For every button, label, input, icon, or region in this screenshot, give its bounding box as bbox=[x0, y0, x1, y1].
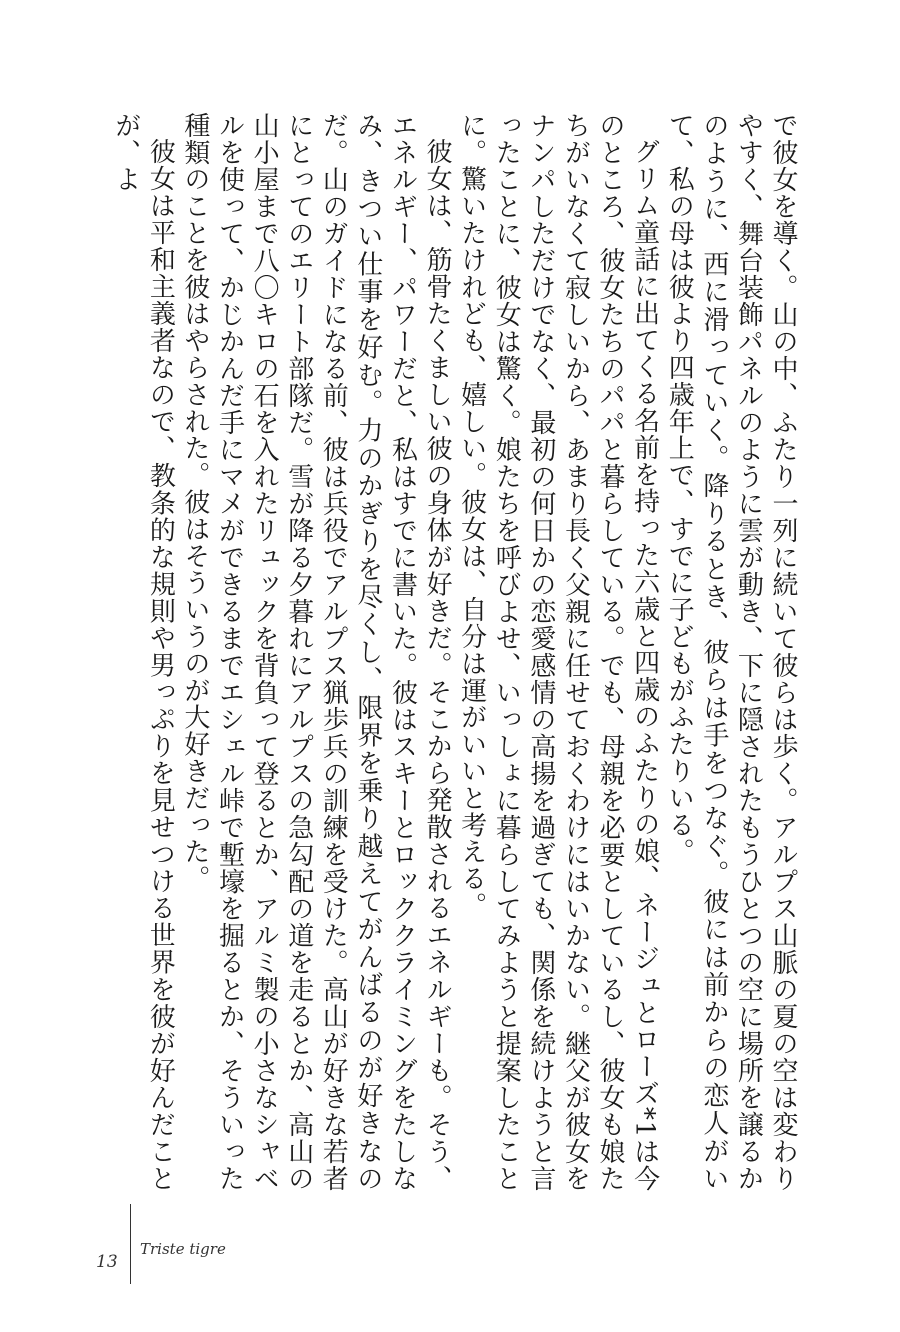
paragraph-4: 彼女は平和主義者なので、教条的な規則や男っぷりを見せつける世界を彼が好んだことが、よ bbox=[110, 112, 176, 1192]
paragraph-2: グリム童話に出てくる名前を持った六歳と四歳のふたりの娘、ネージュとローズ*1は今のところ、彼女たちのパパと暮らしている。でも、母親を必要としているし、彼女も娘たちがいなくて寂しいから、あまり長く父親に任せておくわけにはいかない。継父が彼女をナンパしただけでなく、最初の何日かの恋愛感情の高揚を過ぎても、関係を続けようと言ったことに、彼女は驚く。娘たちを呼びよせ、いっしょに暮らしてみようと提案したことに。驚いたけれども、嬉しい。彼女は、自分は運がいいと考える。 bbox=[456, 112, 660, 1192]
page-number: 13 bbox=[96, 1252, 118, 1272]
body-text bbox=[90, 112, 800, 1192]
running-title: Triste tigre bbox=[140, 1240, 226, 1258]
paragraph-1: で彼女を導く。山の中、ふたり一列に続いて彼らは歩く。アルプス山脈の夏の空は変わりやすく、舞台装飾パネルのように雲が動き、下に隠されたもうひとつの空に場所を譲るかのように、西に滑っていく。降りるとき、彼らは手をつなぐ。彼には前からの恋人がいて、私の母は彼より四歳年上で、すでに子どもがふたりいる。 bbox=[664, 112, 798, 1192]
paragraph-3: 彼女は、筋骨たくましい彼の身体が好きだ。そこから発散されるエネルギーも。そう、エネルギー、パワーだと、私はすでに書いた。彼はスキーとロッククライミングをたしなみ、きつい仕事を好む。力のかぎりを尽くし、限界を乗り越えてがんばるのが好きなのだ。山のガイドになる前、彼は兵役でアルプス猟歩兵の訓練を受けた。高山が好きな若者にとってのエリート部隊だ。雪が降る夕暮れにアルプスの急勾配の道を走るとか、高山の山小屋まで八〇キロの石を入れたリュックを背負って登るとか、アルミ製の小さなシャベルを使って、かじかんだ手にマメができるまでエシェル峠で塹壕を掘るとか、そういった種類のことを彼はやらされた。彼はそういうのが大好きだった。 bbox=[179, 112, 453, 1192]
footer-divider bbox=[130, 1204, 131, 1284]
